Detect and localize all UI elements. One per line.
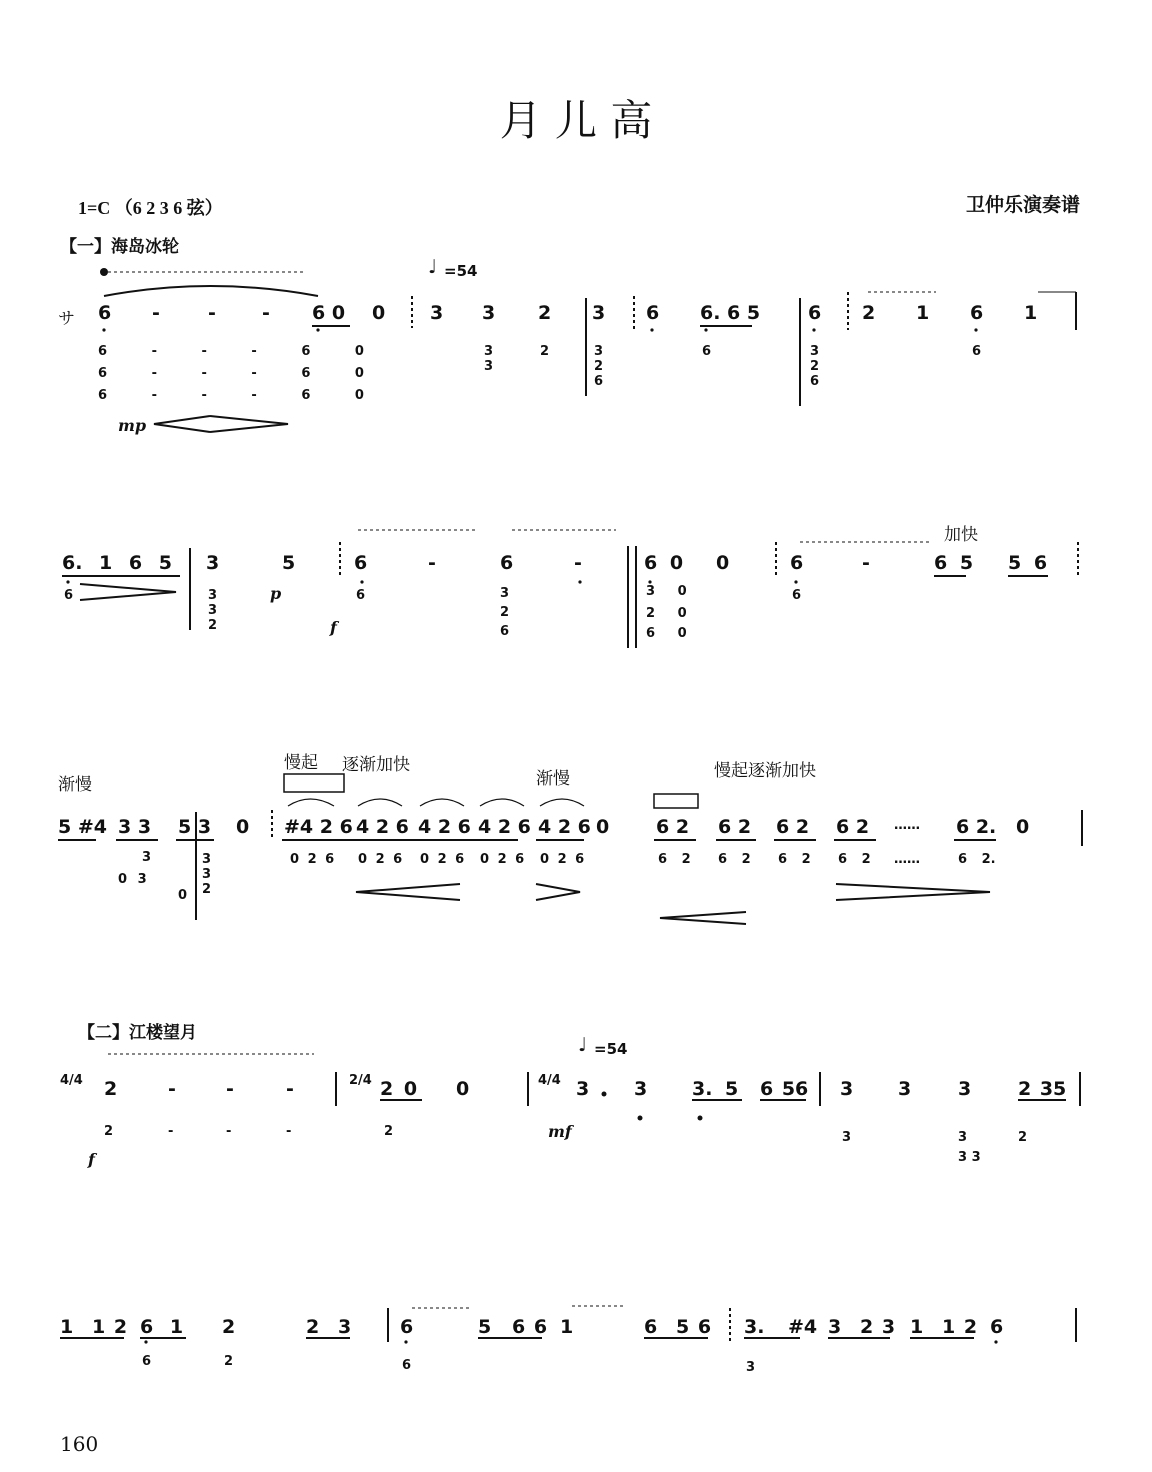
note: 6 0 (312, 302, 346, 324)
note: 6 (644, 1316, 658, 1338)
lower-note: 6 0 (646, 626, 687, 641)
lower-note: 3 (842, 1130, 852, 1145)
lower-note: 3 (746, 1360, 756, 1375)
slow-start-mark: 慢起 (284, 753, 318, 773)
note: 3 (898, 1078, 912, 1100)
lower-note: - (168, 1124, 174, 1139)
note: - (226, 1078, 234, 1100)
lower-note: 3 3 2 (202, 852, 212, 897)
lower-note: 6 (702, 344, 712, 359)
note: 6 (98, 302, 112, 324)
note: #4 (788, 1316, 818, 1338)
note: 3 (592, 302, 606, 324)
note: 6 2 (656, 816, 690, 838)
note: 5 3 (178, 816, 212, 838)
note: 1 (560, 1316, 574, 1338)
note: 4 2 6 (356, 816, 409, 838)
performer-credit: 卫仲乐演奏谱 (965, 194, 1080, 216)
note: 3 (206, 552, 220, 574)
note: 4 2 6 (418, 816, 471, 838)
note: 6 (500, 552, 514, 574)
tempo-mark-2: =54 (594, 1040, 628, 1058)
tempo-mark-1: =54 (444, 262, 478, 280)
lower-note: 6 - - - 6 0 (98, 388, 364, 403)
note: 6 56 (760, 1078, 809, 1100)
gradual-fast-mark: 逐渐加快 (342, 755, 410, 775)
note: 3 3 (118, 816, 152, 838)
note: 5 (478, 1316, 492, 1338)
lower-note: 2 (224, 1354, 234, 1369)
note: 1 2 (942, 1316, 978, 1338)
note: 2 (222, 1316, 236, 1338)
lower-note: 2 (540, 344, 550, 359)
note: 3 (840, 1078, 854, 1100)
note: 2 (306, 1316, 320, 1338)
lower-note: 0 2 6 (358, 852, 403, 867)
note: 6 2 (836, 816, 870, 838)
lower-note: 6 2. (958, 852, 996, 867)
note: #4 2 6 (284, 816, 353, 838)
note: 3. 5 (692, 1078, 739, 1100)
ellipsis: …… (894, 852, 920, 867)
section-label-2: 【二】江楼望月 (78, 1023, 197, 1043)
note: 0 (1016, 816, 1030, 838)
lower-note: 0 2 6 (540, 852, 585, 867)
lower-note: 2 (1018, 1130, 1028, 1145)
lower-note: 2 0 (646, 606, 687, 621)
note: 6 (970, 302, 984, 324)
note: 3 (482, 302, 496, 324)
note: 3 (430, 302, 444, 324)
lower-note: 3 (958, 1130, 968, 1145)
lower-note: 0 (178, 888, 188, 903)
lower-note: 3 3 2 (208, 588, 218, 633)
note: 2 (862, 302, 876, 324)
lower-note: 6 2 (658, 852, 691, 867)
note: 5 #4 (58, 816, 107, 838)
note: 0 (236, 816, 250, 838)
note: 1 (1024, 302, 1038, 324)
note: 6 6 (512, 1316, 548, 1338)
dynamic-f: f (88, 1150, 95, 1169)
section-label-1: 【一】海岛冰轮 (60, 237, 179, 257)
note: 1 (910, 1316, 924, 1338)
note: 0 (596, 816, 610, 838)
note: - (862, 552, 870, 574)
note: 5 6 (1008, 552, 1048, 574)
lower-note: 3 (142, 850, 152, 865)
lower-note: 2 (384, 1124, 394, 1139)
note: 2 0 (380, 1078, 418, 1100)
note: 0 (372, 302, 386, 324)
page-number: 160 (60, 1432, 99, 1456)
lower-note: 0 3 (118, 872, 147, 887)
lower-note: 3 2 6 (500, 586, 510, 639)
note: 3. (744, 1316, 765, 1338)
time-signature: 4/4 (60, 1073, 83, 1088)
lower-note: 0 2 6 (290, 852, 335, 867)
note: 3 (634, 1078, 648, 1100)
note: 2 (538, 302, 552, 324)
note: 6 2. (956, 816, 997, 838)
note: 6 5 (934, 552, 974, 574)
lower-note: 6 - - - 6 0 (98, 366, 364, 381)
note: 1 2 (92, 1316, 128, 1338)
note: - (168, 1078, 176, 1100)
lower-note: 3 2 6 (810, 344, 820, 389)
lower-note: 6 (356, 588, 366, 603)
note: - (262, 302, 270, 324)
lower-note: 6 (64, 588, 74, 603)
note: 3 (576, 1078, 590, 1100)
lower-note: 3 3 (484, 344, 494, 374)
time-signature: 4/4 (538, 1073, 561, 1088)
note: 3 (828, 1316, 842, 1338)
note: 0 (456, 1078, 470, 1100)
dynamic-mf: mf (548, 1122, 572, 1141)
dynamic-mp: mp (118, 416, 147, 435)
note: - (574, 552, 582, 574)
note: 5 (282, 552, 296, 574)
note: 4 2 6 (478, 816, 531, 838)
lower-note: 6 - - - 6 0 (98, 344, 364, 359)
note: 6 (790, 552, 804, 574)
note: - (208, 302, 216, 324)
lower-note: 3 2 6 (594, 344, 604, 389)
lower-note: 6 2 (838, 852, 871, 867)
lower-note: 6 (402, 1358, 412, 1373)
lower-note: - (286, 1124, 292, 1139)
quarter-note-icon: ♩ (578, 1034, 587, 1056)
note: 3 (958, 1078, 972, 1100)
lower-note: 6 (792, 588, 802, 603)
lower-note: 6 2 (718, 852, 751, 867)
note: 4 2 6 (538, 816, 591, 838)
note: 6 (354, 552, 368, 574)
lower-note: 6 2 (778, 852, 811, 867)
note: 2 (104, 1078, 118, 1100)
note: 0 (716, 552, 730, 574)
key-signature: 1=C （6 2 3 6 弦） (78, 198, 223, 218)
note: 6 (646, 302, 660, 324)
note: 2 35 (1018, 1078, 1067, 1100)
note: 6 (400, 1316, 414, 1338)
note: 1 (60, 1316, 74, 1338)
time-signature: 2/4 (349, 1073, 372, 1088)
slow-down-mark: 渐慢 (536, 769, 570, 789)
note: - (428, 552, 436, 574)
lower-note: 6 (972, 344, 982, 359)
note: - (286, 1078, 294, 1100)
note: 6 (808, 302, 822, 324)
slow-down-mark: 渐慢 (58, 775, 92, 795)
note: 6 (990, 1316, 1004, 1338)
lower-note: - (226, 1124, 232, 1139)
ellipsis: …… (894, 818, 920, 833)
lower-note: 3 3 (958, 1150, 981, 1165)
speed-up-mark: 加快 (944, 525, 978, 545)
lower-note: 0 2 6 (420, 852, 465, 867)
lower-note: 3 0 (646, 584, 687, 599)
note: 1 (916, 302, 930, 324)
quarter-note-icon: ♩ (428, 256, 437, 278)
note: 6 2 (718, 816, 752, 838)
note: 3 (338, 1316, 352, 1338)
note: - (152, 302, 160, 324)
sanban-mark: サ (58, 309, 75, 329)
note: 6 0 (644, 552, 684, 574)
lower-note: 2 (104, 1124, 114, 1139)
note: 6. 6 5 (700, 302, 761, 324)
note: 5 6 (676, 1316, 712, 1338)
note: 6. 1 6 5 (62, 552, 172, 574)
dynamic-f: f (330, 618, 337, 637)
lower-note: 6 (142, 1354, 152, 1369)
note: 6 1 (140, 1316, 184, 1338)
note: 2 3 (860, 1316, 896, 1338)
slow-start-fast-mark: 慢起逐渐加快 (714, 761, 816, 781)
dynamic-p: p (270, 584, 282, 603)
page-title: 月 儿 高 (499, 96, 653, 145)
lower-note: 0 2 6 (480, 852, 525, 867)
note: 6 2 (776, 816, 810, 838)
